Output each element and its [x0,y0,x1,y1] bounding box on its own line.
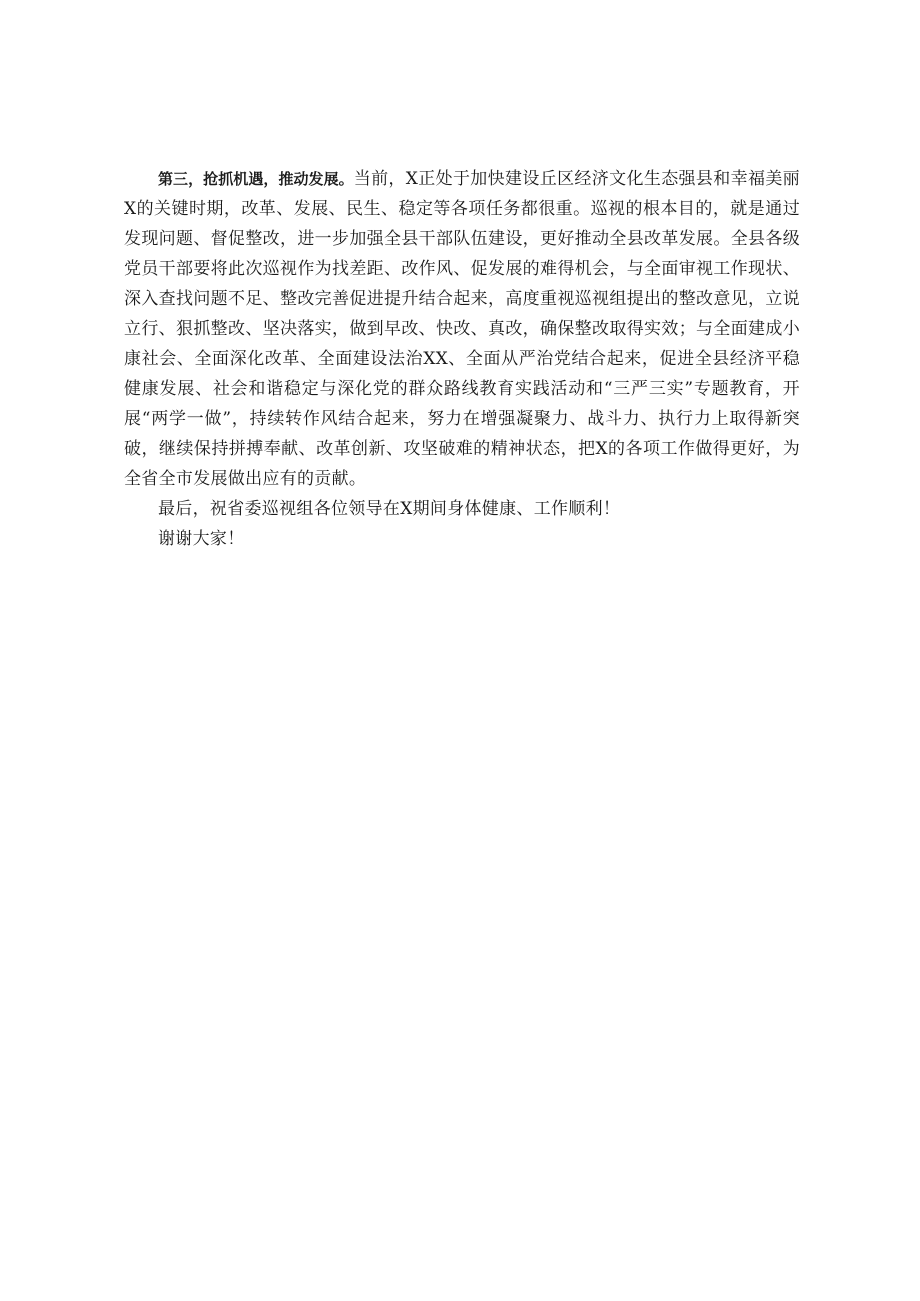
document-body [124,164,800,554]
paragraph-closing-wishes: 最后，祝省委巡视组各位领导在X期间身体健康、工作顺利！ [158,499,621,519]
paragraph-third-point [124,164,800,494]
paragraph-lead-heading: 第三，抢抓机遇，推动发展。 [158,170,354,188]
paragraph-body-text: 当前，X正处于加快建设丘区经济文化生态强县和幸福美丽X的关键时期，改革、发展、民生、稳定等各项任务都很重。巡视的根本目的，就是通过发现问题、督促整改，进一步加强全县干部队伍建设，更好推动全县改革发展。全县各级党员干部要将此次巡视作为找差距、改作风、促发展的难得机会，与全面审视工作现状、深入查找问题不足、整改完善促进提升结合起来，高度重视巡视组提出的整改意见，立说立行、狠抓整改、坚决落实，做到早改、快改、真改，确保整改取得实效；与全面建成小康社会、全面深化改革、全面建设法治XX、全面从严治党结合起来，促进全县经济平稳健康发展、社会和谐稳定与深化党的群众路线教育实践活动和“三严三实”专题教育，开展“两学一做”，持续转作风结合起来，努力在增强凝聚力、战斗力、执行力上取得新突破，继续保持拼搏奉献、改革创新、攻坚破难的精神状态，把X的各项工作做得更好，为全省全市发展做出应有的贡献。 [124,169,800,489]
paragraph-thanks: 谢谢大家！ [158,529,245,549]
